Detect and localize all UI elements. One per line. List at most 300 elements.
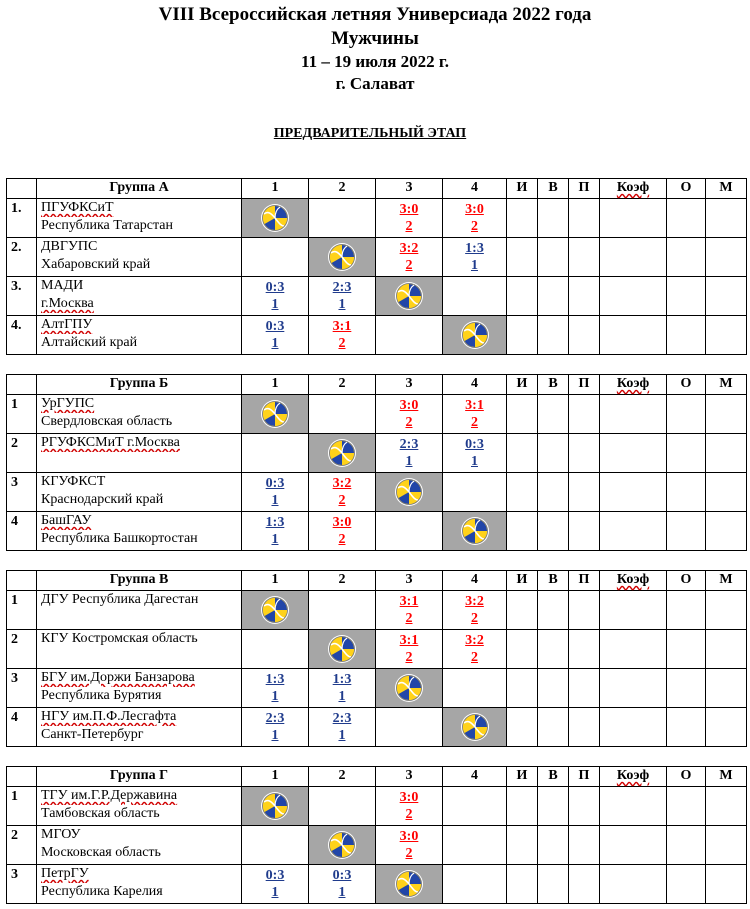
column-header: О xyxy=(667,571,706,591)
match-result-cell xyxy=(443,395,507,434)
self-match-cell xyxy=(242,395,309,434)
match-points: 1 xyxy=(470,454,478,469)
self-match-cell xyxy=(376,473,443,512)
stat-cell xyxy=(706,669,747,708)
stat-cell xyxy=(507,669,538,708)
match-points: 2 xyxy=(405,219,413,234)
stat-cell xyxy=(538,708,569,747)
stat-cell xyxy=(667,199,706,238)
team-number: 3 xyxy=(7,473,37,512)
team-region: г.Москва xyxy=(41,296,94,311)
match-points: 1 xyxy=(271,493,279,508)
column-header: 2 xyxy=(309,571,376,591)
stat-cell xyxy=(569,787,600,826)
empty-result-cell xyxy=(309,591,376,630)
stat-cell xyxy=(667,708,706,747)
match-points: 2 xyxy=(470,219,478,234)
match-score: 2:3 xyxy=(265,711,285,726)
column-header: 3 xyxy=(376,767,443,787)
stat-cell xyxy=(600,395,667,434)
match-result-cell xyxy=(242,277,309,316)
column-header: Коэф xyxy=(600,375,667,395)
self-match-cell xyxy=(309,434,376,473)
column-header: П xyxy=(569,767,600,787)
team-region: Тамбовская область xyxy=(41,806,160,821)
match-score: 0:3 xyxy=(265,476,285,491)
team-number: 3. xyxy=(7,277,37,316)
team-name: ТГУ им.Г.Р.Державина xyxy=(41,788,178,803)
stat-cell xyxy=(706,512,747,551)
match-score: 3:0 xyxy=(399,398,419,413)
match-score: 3:0 xyxy=(399,202,419,217)
self-match-cell xyxy=(309,238,376,277)
group-title: Группа Б xyxy=(37,375,242,395)
match-result-cell xyxy=(376,826,443,865)
column-header: О xyxy=(667,179,706,199)
match-result-cell xyxy=(443,238,507,277)
stat-cell xyxy=(667,238,706,277)
stat-cell xyxy=(667,669,706,708)
column-header: М xyxy=(706,767,747,787)
self-match-cell xyxy=(242,787,309,826)
stat-cell xyxy=(600,591,667,630)
team-number: 2 xyxy=(7,826,37,865)
team-number: 1 xyxy=(7,591,37,630)
column-header: 4 xyxy=(443,179,507,199)
empty-result-cell xyxy=(376,708,443,747)
team-number: 1. xyxy=(7,199,37,238)
match-score: 3:2 xyxy=(399,241,419,256)
self-match-cell xyxy=(376,865,443,904)
team-region: Алтайский край xyxy=(41,335,138,350)
match-score: 3:1 xyxy=(399,594,419,609)
stat-cell xyxy=(538,787,569,826)
gender-title: Мужчины xyxy=(331,28,419,49)
self-match-cell xyxy=(376,669,443,708)
column-header: 1 xyxy=(242,375,309,395)
self-match-cell xyxy=(309,826,376,865)
stat-cell xyxy=(600,238,667,277)
match-result-cell xyxy=(242,669,309,708)
team-region: Республика Татарстан xyxy=(41,218,174,233)
match-score: 1:3 xyxy=(465,241,484,256)
stat-cell xyxy=(569,395,600,434)
team-cell xyxy=(37,512,242,551)
group-table xyxy=(6,374,747,551)
stat-cell xyxy=(667,865,706,904)
empty-result-cell xyxy=(242,826,309,865)
volleyball-icon xyxy=(462,518,488,544)
team-number: 4. xyxy=(7,316,37,355)
column-header: 3 xyxy=(376,375,443,395)
empty-result-cell xyxy=(309,787,376,826)
match-result-cell xyxy=(443,199,507,238)
team-cell xyxy=(37,591,242,630)
match-points: 2 xyxy=(470,611,478,626)
team-cell xyxy=(37,199,242,238)
volleyball-icon xyxy=(329,440,355,466)
team-row xyxy=(7,630,747,669)
stat-cell xyxy=(706,787,747,826)
stat-cell xyxy=(538,865,569,904)
team-row xyxy=(7,395,747,434)
stat-cell xyxy=(600,434,667,473)
volleyball-icon xyxy=(262,205,288,231)
stat-cell xyxy=(538,199,569,238)
column-header: Коэф xyxy=(600,767,667,787)
stat-cell xyxy=(569,865,600,904)
column-header: И xyxy=(507,767,538,787)
self-match-cell xyxy=(242,199,309,238)
event-city: г. Салават xyxy=(335,74,415,93)
team-cell xyxy=(37,395,242,434)
column-header: П xyxy=(569,179,600,199)
volleyball-icon xyxy=(329,832,355,858)
stat-cell xyxy=(600,669,667,708)
match-score: 0:3 xyxy=(332,868,352,883)
stat-cell xyxy=(667,395,706,434)
stat-cell xyxy=(600,316,667,355)
match-score: 3:0 xyxy=(332,515,352,530)
match-score: 1:3 xyxy=(265,515,285,530)
stat-cell xyxy=(538,277,569,316)
empty-result-cell xyxy=(443,669,507,708)
stat-cell xyxy=(507,238,538,277)
stat-cell xyxy=(706,473,747,512)
stat-cell xyxy=(538,473,569,512)
header-num-cell xyxy=(7,571,37,591)
match-result-cell xyxy=(309,669,376,708)
team-name: МАДИ xyxy=(41,278,84,293)
group-header-row xyxy=(7,375,747,395)
volleyball-icon xyxy=(329,244,355,270)
match-result-cell xyxy=(309,512,376,551)
team-name: КГУФКСТ xyxy=(41,474,106,489)
match-points: 2 xyxy=(338,336,346,351)
self-match-cell xyxy=(309,630,376,669)
stat-cell xyxy=(667,826,706,865)
team-number: 2 xyxy=(7,434,37,473)
match-result-cell xyxy=(309,473,376,512)
team-cell xyxy=(37,826,242,865)
stat-cell xyxy=(538,238,569,277)
match-score: 0:3 xyxy=(465,437,484,452)
match-points: 1 xyxy=(271,336,279,351)
match-score: 3:1 xyxy=(332,319,352,334)
column-header: В xyxy=(538,767,569,787)
column-header: Коэф xyxy=(600,179,667,199)
stat-cell xyxy=(569,473,600,512)
match-score: 0:3 xyxy=(265,319,285,334)
group-title: Группа А xyxy=(37,179,242,199)
empty-result-cell xyxy=(443,787,507,826)
match-score: 2:3 xyxy=(332,280,352,295)
match-score: 3:1 xyxy=(465,398,484,413)
team-cell xyxy=(37,277,242,316)
stat-cell xyxy=(507,787,538,826)
stat-cell xyxy=(600,708,667,747)
header-num-cell xyxy=(7,179,37,199)
team-region: Свердловская область xyxy=(41,414,173,429)
team-name: БашГАУ xyxy=(41,513,92,528)
match-score: 3:0 xyxy=(399,829,419,844)
match-result-cell xyxy=(242,708,309,747)
team-cell xyxy=(37,238,242,277)
match-score: 3:2 xyxy=(332,476,352,491)
stat-cell xyxy=(507,826,538,865)
header-num-cell xyxy=(7,375,37,395)
column-header: В xyxy=(538,179,569,199)
stat-cell xyxy=(507,512,538,551)
column-header: 4 xyxy=(443,375,507,395)
match-score: 3:0 xyxy=(465,202,484,217)
column-header: М xyxy=(706,571,747,591)
self-match-cell xyxy=(443,316,507,355)
column-header: И xyxy=(507,375,538,395)
match-score: 0:3 xyxy=(265,868,285,883)
stat-cell xyxy=(600,277,667,316)
match-score: 3:2 xyxy=(465,594,484,609)
match-points: 1 xyxy=(338,297,346,312)
team-region: Республика Башкортостан xyxy=(41,531,198,546)
group-title: Группа Г xyxy=(37,767,242,787)
stat-cell xyxy=(507,277,538,316)
match-points: 1 xyxy=(470,258,478,273)
stat-cell xyxy=(706,630,747,669)
match-points: 2 xyxy=(405,807,413,822)
team-cell xyxy=(37,316,242,355)
team-row xyxy=(7,473,747,512)
column-header: 2 xyxy=(309,179,376,199)
match-result-cell xyxy=(443,434,507,473)
self-match-cell xyxy=(443,708,507,747)
team-name: ДГУ Республика Дагестан xyxy=(41,592,199,607)
match-points: 1 xyxy=(271,532,279,547)
team-cell xyxy=(37,434,242,473)
match-result-cell xyxy=(376,630,443,669)
match-points: 1 xyxy=(271,689,279,704)
volleyball-icon xyxy=(396,479,422,505)
stat-cell xyxy=(538,316,569,355)
stat-cell xyxy=(569,630,600,669)
match-score: 0:3 xyxy=(265,280,285,295)
match-points: 2 xyxy=(405,258,413,273)
match-points: 2 xyxy=(470,415,478,430)
group-table xyxy=(6,570,747,747)
team-number: 2. xyxy=(7,238,37,277)
team-name: КГУ Костромская область xyxy=(41,631,198,646)
stat-cell xyxy=(507,434,538,473)
group-header-row xyxy=(7,767,747,787)
self-match-cell xyxy=(376,277,443,316)
team-row xyxy=(7,787,747,826)
match-points: 2 xyxy=(470,650,478,665)
stat-cell xyxy=(706,395,747,434)
team-region: Московская область xyxy=(41,845,161,860)
empty-result-cell xyxy=(309,199,376,238)
team-number: 4 xyxy=(7,708,37,747)
stat-cell xyxy=(706,865,747,904)
stat-cell xyxy=(667,630,706,669)
stat-cell xyxy=(600,787,667,826)
match-points: 1 xyxy=(338,728,346,743)
match-result-cell xyxy=(376,787,443,826)
empty-result-cell xyxy=(242,630,309,669)
team-number: 3 xyxy=(7,669,37,708)
column-header: О xyxy=(667,375,706,395)
column-header: 4 xyxy=(443,767,507,787)
column-header: М xyxy=(706,179,747,199)
self-match-cell xyxy=(443,512,507,551)
team-region: Республика Бурятия xyxy=(41,688,162,703)
stat-cell xyxy=(569,277,600,316)
team-cell xyxy=(37,865,242,904)
team-row xyxy=(7,434,747,473)
column-header: В xyxy=(538,375,569,395)
stat-cell xyxy=(507,630,538,669)
stat-cell xyxy=(667,434,706,473)
match-result-cell xyxy=(376,199,443,238)
stat-cell xyxy=(600,512,667,551)
group-header-row xyxy=(7,179,747,199)
self-match-cell xyxy=(242,591,309,630)
match-result-cell xyxy=(376,238,443,277)
group-header-row xyxy=(7,571,747,591)
column-header: П xyxy=(569,375,600,395)
empty-result-cell xyxy=(376,316,443,355)
column-header: 1 xyxy=(242,179,309,199)
volleyball-icon xyxy=(396,675,422,701)
team-name: МГОУ xyxy=(41,827,81,842)
team-name: УрГУПС xyxy=(41,396,95,411)
column-header: 1 xyxy=(242,571,309,591)
match-result-cell xyxy=(242,512,309,551)
team-row xyxy=(7,512,747,551)
empty-result-cell xyxy=(443,865,507,904)
team-row xyxy=(7,826,747,865)
team-name: РГУФКСМиТ г.Москва xyxy=(41,435,180,450)
stat-cell xyxy=(538,669,569,708)
volleyball-icon xyxy=(396,871,422,897)
empty-result-cell xyxy=(376,512,443,551)
team-row xyxy=(7,238,747,277)
match-result-cell xyxy=(309,865,376,904)
volleyball-icon xyxy=(329,636,355,662)
match-result-cell xyxy=(309,708,376,747)
stat-cell xyxy=(706,238,747,277)
stat-cell xyxy=(706,591,747,630)
empty-result-cell xyxy=(242,238,309,277)
column-header: 1 xyxy=(242,767,309,787)
column-header: 3 xyxy=(376,571,443,591)
stat-cell xyxy=(667,316,706,355)
column-header: 2 xyxy=(309,767,376,787)
stat-cell xyxy=(538,826,569,865)
column-header: 2 xyxy=(309,375,376,395)
stat-cell xyxy=(538,630,569,669)
volleyball-icon xyxy=(262,401,288,427)
team-row xyxy=(7,591,747,630)
column-header: 4 xyxy=(443,571,507,591)
match-score: 2:3 xyxy=(332,711,352,726)
stat-cell xyxy=(706,277,747,316)
stat-cell xyxy=(706,826,747,865)
match-result-cell xyxy=(242,316,309,355)
stat-cell xyxy=(507,199,538,238)
stat-cell xyxy=(600,473,667,512)
team-number: 4 xyxy=(7,512,37,551)
team-name: ПетрГУ xyxy=(41,866,89,881)
stat-cell xyxy=(706,708,747,747)
stat-cell xyxy=(667,787,706,826)
team-row xyxy=(7,708,747,747)
column-header: О xyxy=(667,767,706,787)
team-cell xyxy=(37,669,242,708)
stat-cell xyxy=(507,473,538,512)
stat-cell xyxy=(569,316,600,355)
match-points: 1 xyxy=(271,297,279,312)
stat-cell xyxy=(706,316,747,355)
stat-cell xyxy=(600,199,667,238)
team-number: 1 xyxy=(7,395,37,434)
header-num-cell xyxy=(7,767,37,787)
empty-result-cell xyxy=(443,473,507,512)
volleyball-icon xyxy=(462,322,488,348)
match-score: 1:3 xyxy=(265,672,285,687)
match-result-cell xyxy=(443,591,507,630)
team-name: АлтГПУ xyxy=(41,317,93,332)
team-cell xyxy=(37,787,242,826)
column-header: П xyxy=(569,571,600,591)
team-name: ДВГУПС xyxy=(41,239,98,254)
match-result-cell xyxy=(376,434,443,473)
team-row xyxy=(7,277,747,316)
match-points: 1 xyxy=(338,689,346,704)
match-score: 2:3 xyxy=(399,437,419,452)
stage-title: ПРЕДВАРИТЕЛЬНЫЙ ЭТАП xyxy=(273,126,467,141)
match-score: 3:2 xyxy=(465,633,484,648)
empty-result-cell xyxy=(309,395,376,434)
column-header: М xyxy=(706,375,747,395)
team-number: 1 xyxy=(7,787,37,826)
match-points: 2 xyxy=(338,493,346,508)
column-header: Коэф xyxy=(600,571,667,591)
stat-cell xyxy=(507,708,538,747)
stat-cell xyxy=(600,630,667,669)
event-title: VIII Всероссийская летняя Универсиада 2022 года xyxy=(158,4,592,25)
match-result-cell xyxy=(376,395,443,434)
stat-cell xyxy=(667,277,706,316)
match-result-cell xyxy=(309,316,376,355)
match-points: 1 xyxy=(271,885,279,900)
column-header: И xyxy=(507,179,538,199)
team-region: Санкт-Петербург xyxy=(41,727,144,742)
volleyball-icon xyxy=(262,793,288,819)
match-score: 3:0 xyxy=(399,790,419,805)
stat-cell xyxy=(569,708,600,747)
team-cell xyxy=(37,630,242,669)
match-points: 2 xyxy=(405,846,413,861)
stat-cell xyxy=(538,395,569,434)
match-score: 3:1 xyxy=(399,633,419,648)
match-result-cell xyxy=(309,277,376,316)
match-points: 1 xyxy=(271,728,279,743)
stat-cell xyxy=(507,316,538,355)
match-points: 2 xyxy=(405,611,413,626)
stat-cell xyxy=(569,826,600,865)
empty-result-cell xyxy=(242,434,309,473)
team-region: Республика Карелия xyxy=(41,884,163,899)
